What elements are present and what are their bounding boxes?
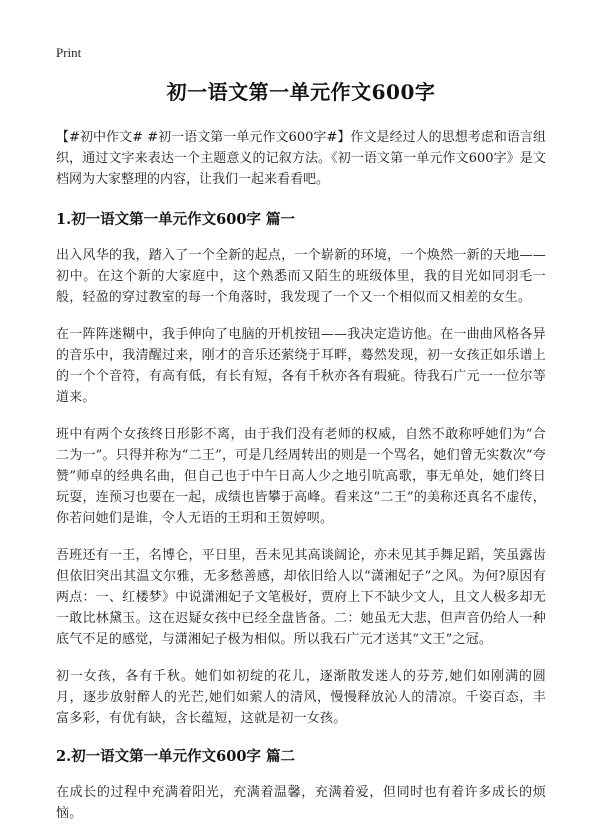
print-link[interactable]: Print — [56, 45, 82, 60]
body-paragraph: 出入风华的我，踏入了一个全新的起点，一个崭新的环境，一个焕然一新的天地——初中。在这个新的大家庭中，这个熟悉而又陌生的班级体里，我的目光如同羽毛一般，轻盈的穿过教室的每一个角落时，我发现了一个又一个相似而又相差的女生。 — [56, 248, 546, 305]
section-2 — [56, 745, 546, 824]
intro-paragraph: 【#初中作文# #初一语文第一单元作文600字#】作文是经过人的思想考虑和语言组织，通过文字来表达一个主题意义的记叙方法。《初一语文第一单元作文600字》是文档网为大家整理的内容，让我们一起来看看吧。 — [56, 130, 546, 187]
body-paragraph: 班中有两个女孩终日形影不离，由于我们没有老师的权威，自然不敢称呼她们为“合二为一”。只得并称为“二王”，可是几经周转出的则是一个骂名，她们曾无实数次“夸赞”师卓的经典名曲，但自己也于中午日高人少之地引吭高歌，事无单处，她们终日玩耍，连预习也要在一起，成绩也皆攀于高峰。看来这“二王”的美称还真名不虚传，你若问她们是谁，令人无语的王玥和王贺婷呗。 — [56, 427, 546, 526]
body-paragraph: 在成长的过程中充满着阳光，充满着温馨，充满着爱，但同时也有着许多成长的烦恼。 — [56, 785, 546, 821]
section-heading: 2.初一语文第一单元作文600字 篇二 — [56, 748, 295, 765]
section-heading: 1.初一语文第一单元作文600字 篇一 — [56, 211, 295, 228]
body-paragraph: 在一阵阵迷糊中，我手伸向了电脑的开机按钮——我决定造访他。在一曲曲风格各异的音乐中，我清醒过来，刚才的音乐还萦绕于耳畔，蓦然发现，初一女孩正如乐谱上的一个个音符，有高有低，有长有短，各有千秋亦各有瑕疵。待我石广元一一位尔等道来。 — [56, 327, 546, 405]
body-paragraph: 吾班还有一王，名博仑，平日里，吾未见其高谈阔论，亦未见其手舞足蹈，笑虽露齿但依旧突出其温文尔雅，无多愁善感，却依旧给人以“潇湘妃子”之风。为何?原因有两点：一、红楼梦》中说潇湘妃子文笔极好，贾府上下不缺少文人，且文人极多却无一敢比林黛玉。这在迟疑女孩中已经全盘皆备。二：她虽无大悲，但声音仍给人一种底气不足的感觉，与潇湘妃子极为相似。所以我石广元才送其“文王”之冠。 — [56, 548, 546, 647]
body-paragraph: 初一女孩，各有千秋。她们如初绽的花儿，逐渐散发迷人的芬芳,她们如刚满的圆月，逐步放射醉人的光芒,她们如萦人的清风，慢慢释放沁人的清凉。千姿百态，丰富多彩，有优有缺，含长蕴短，这就是初一女孩。 — [56, 669, 546, 726]
page-title: 初一语文第一单元作文600字 — [166, 80, 436, 104]
document-page — [56, 76, 546, 840]
section-1 — [56, 208, 546, 729]
